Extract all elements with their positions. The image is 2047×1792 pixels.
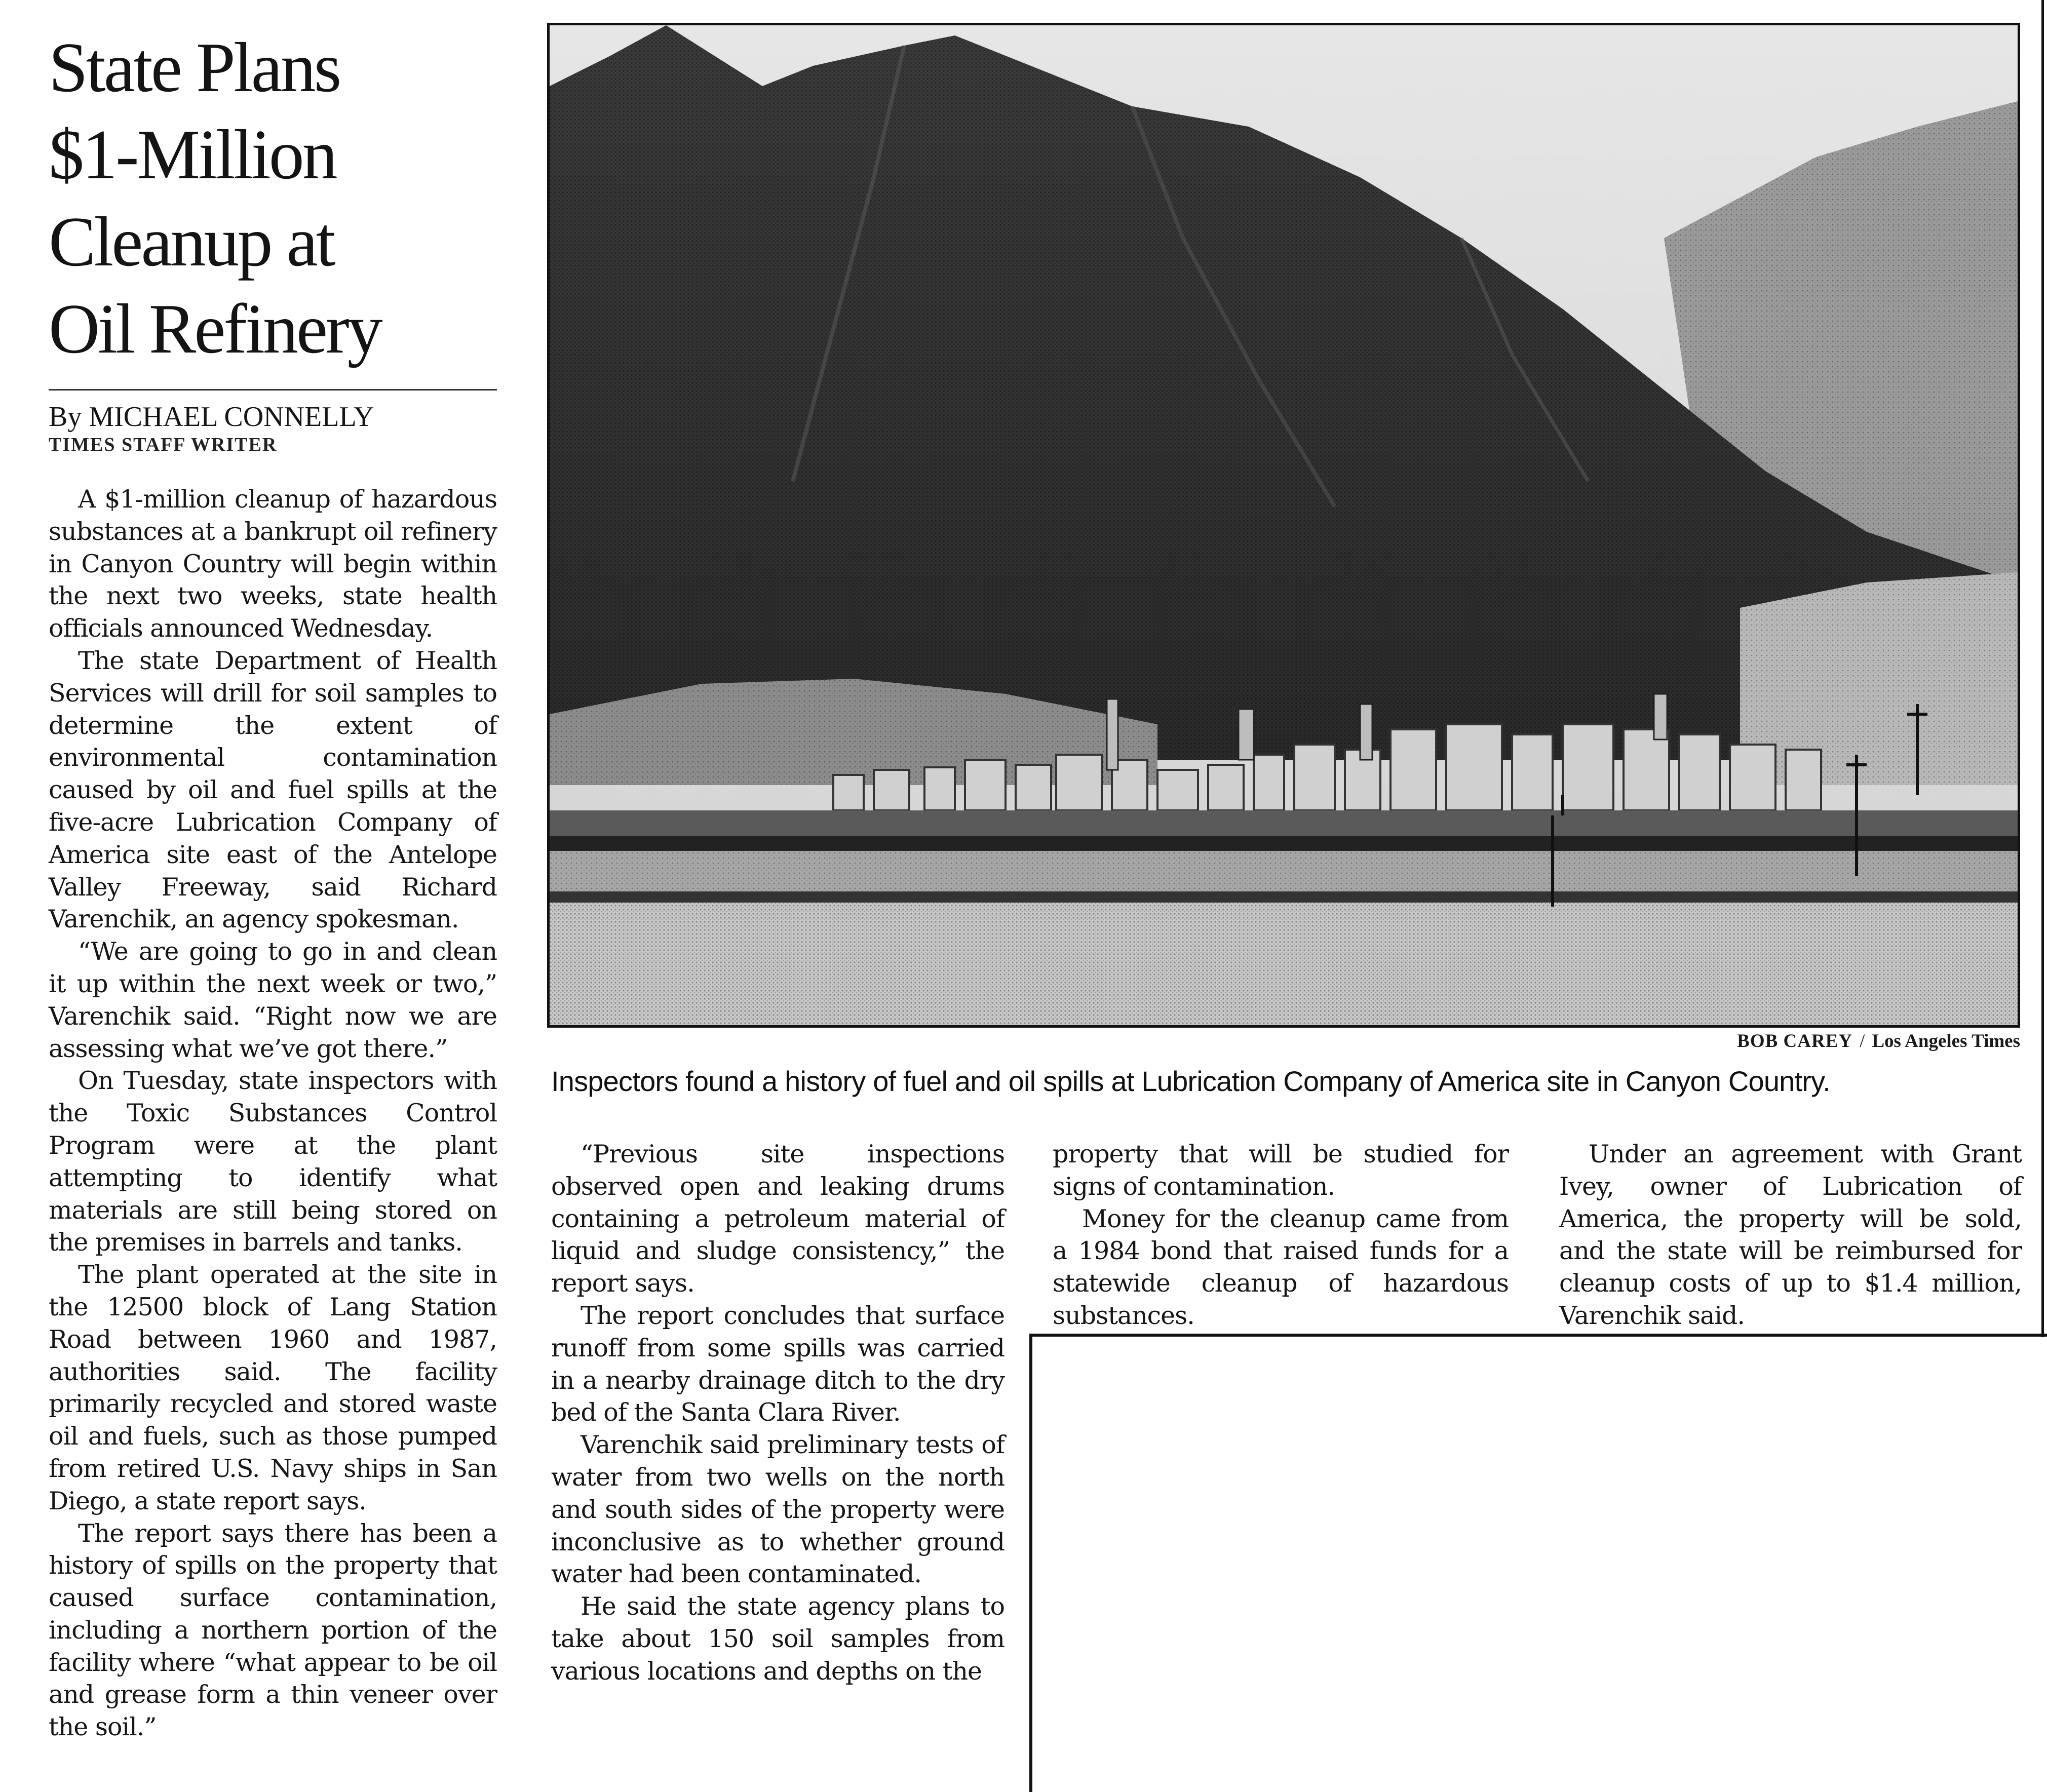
paragraph: Varenchik said preliminary tests of water from two wells on the north and south sides of the property were inconclusive as to whether ground water had been contaminated. bbox=[551, 1430, 1005, 1589]
clipping-border bbox=[2041, 0, 2044, 1337]
article-column-1 bbox=[49, 483, 497, 1743]
paragraph: “Previous site inspections observed open and leaking drums containing a petroleum material of liquid and sludge consistency,” the report says. bbox=[551, 1140, 1005, 1298]
paragraph: The plant operated at the site in the 12500 block of Lang Station Road between 1960 and 1987, authorities said. The facility primarily recycled and stored waste oil and fuels, such as those pumped from retired U.S. Navy ships in San Diego, a state report says. bbox=[49, 1260, 497, 1515]
headline bbox=[49, 24, 505, 373]
clipping-border bbox=[1029, 1334, 2047, 1337]
article-column-4 bbox=[1559, 1138, 2022, 1332]
byline: By MICHAEL CONNELLY bbox=[49, 401, 374, 433]
paragraph: He said the state agency plans to take about 150 soil samples from various locations and depths on the bbox=[551, 1592, 1005, 1686]
refinery-landscape-photo bbox=[550, 25, 2018, 1025]
headline-line: Cleanup at bbox=[49, 203, 334, 281]
credit-outlet: Los Angeles Times bbox=[1872, 1031, 2020, 1051]
paragraph: The report says there has been a history of spills on the property that caused surface contamination, including a northern portion of the facility where “what appear to be oil and grease form a thin veneer over the soil.” bbox=[49, 1518, 497, 1742]
byline-role: TIMES STAFF WRITER bbox=[49, 434, 278, 455]
photographer-name: BOB CAREY bbox=[1737, 1031, 1853, 1051]
photo-credit bbox=[1317, 1029, 2020, 1054]
paragraph: property that will be studied for signs of contamination. bbox=[1053, 1140, 1509, 1201]
paragraph: On Tuesday, state inspectors with the Toxic Substances Control Program were at the plant attempting to identify what materials are still being stored on the premises in barrels and tanks. bbox=[49, 1066, 497, 1257]
paragraph: Under an agreement with Grant Ivey, owner of Lubrication of America, the property will be sold, and the state will be reimbursed for cleanup costs of up to $1.4 million, Varenchik said. bbox=[1559, 1140, 2022, 1330]
paragraph: The state Department of Health Services will drill for soil samples to determine the extent of environmental contamination caused by oil and fuel spills at the five-acre Lubrication Company of America site east of the Antelope Valley Freeway, said Richard Varenchik, an agency spokesman. bbox=[49, 646, 497, 934]
credit-separator: / bbox=[1860, 1031, 1865, 1051]
headline-line: $1-Million bbox=[49, 115, 336, 194]
headline-line: Oil Refinery bbox=[49, 290, 381, 368]
article-column-3 bbox=[1053, 1138, 1509, 1332]
article-column-2 bbox=[551, 1138, 1005, 1688]
paragraph: A $1-million cleanup of hazardous substances at a bankrupt oil refinery in Canyon Country will begin within the next two weeks, state health officials announced Wednesday. bbox=[49, 485, 497, 643]
clipping-border bbox=[1029, 1334, 1032, 1792]
paragraph: The report concludes that surface runoff from some spills was carried in a nearby drainage ditch to the dry bed of the Santa Clara River. bbox=[551, 1301, 1005, 1427]
paragraph: Money for the cleanup came from a 1984 bond that raised funds for a statewide cleanup of hazardous substances. bbox=[1053, 1204, 1509, 1330]
headline-rule bbox=[49, 389, 497, 391]
headline-line: State Plans bbox=[49, 28, 340, 107]
photo-caption: Inspectors found a history of fuel and oil spills at Lubrication Company of America site in Canyon Country. bbox=[551, 1065, 1830, 1097]
news-photo bbox=[547, 23, 2020, 1028]
paragraph: “We are going to go in and clean it up within the next week or two,” Varenchik said. “Right now we are assessing what we’ve got there.” bbox=[49, 937, 497, 1063]
